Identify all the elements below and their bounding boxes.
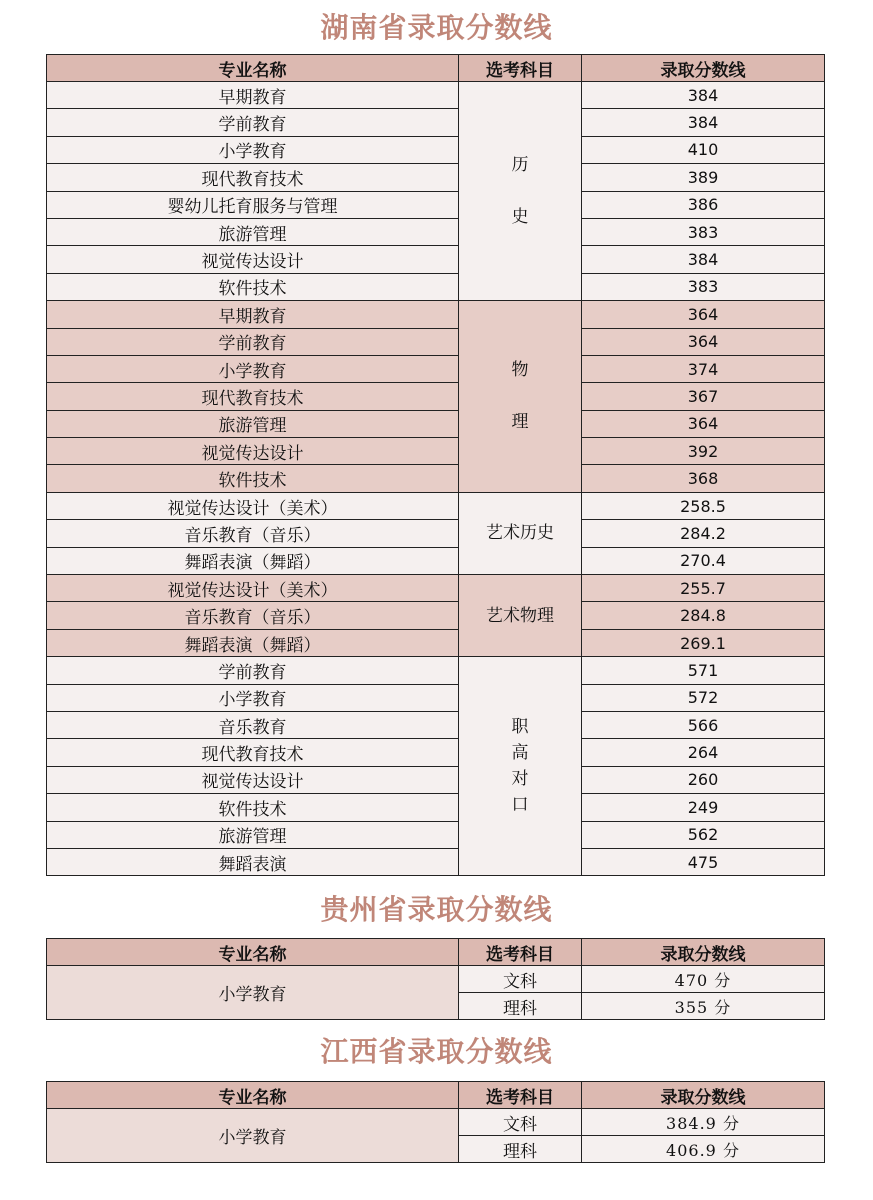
major-name: 视觉传达设计（美术）: [47, 492, 459, 519]
table-row: [47, 966, 825, 993]
subject-char: 高: [511, 743, 529, 764]
score-cell: 374: [582, 355, 825, 382]
table-row: [47, 438, 825, 465]
header-subject: 选考科目: [459, 939, 582, 966]
table-row: [47, 465, 825, 492]
table-row: [47, 657, 825, 684]
major-name: 小学教育: [47, 355, 459, 382]
major-name: 学前教育: [47, 328, 459, 355]
header-subject: 选考科目: [459, 55, 582, 82]
subject-cell: 文科: [459, 966, 582, 993]
major-name: 视觉传达设计（美术）: [47, 575, 459, 602]
score-cell: 258.5: [582, 492, 825, 519]
major-name: 视觉传达设计: [47, 246, 459, 273]
major-name: 音乐教育（音乐）: [47, 520, 459, 547]
table-row: [47, 684, 825, 711]
score-cell: 264: [582, 739, 825, 766]
table-row: [47, 82, 825, 109]
major-name: 婴幼儿托育服务与管理: [47, 191, 459, 218]
subject-cell: [459, 657, 582, 876]
jiangxi-title: 江西省录取分数线: [320, 1035, 553, 1068]
major-name: 小学教育: [47, 966, 459, 1020]
subject-cell: [459, 575, 582, 657]
major-name: 视觉传达设计: [47, 766, 459, 793]
subject-char: 艺术历史: [486, 523, 554, 544]
score-cell: 384.9 分: [582, 1109, 825, 1136]
hunan-score-table: [46, 54, 825, 876]
subject-cell: [459, 82, 582, 301]
major-name: 软件技术: [47, 794, 459, 821]
subject-cell: 理科: [459, 993, 582, 1020]
major-name: 舞蹈表演（舞蹈）: [47, 547, 459, 574]
major-name: 早期教育: [47, 301, 459, 328]
table-row: [47, 109, 825, 136]
table-row: [47, 492, 825, 519]
score-cell: 284.8: [582, 602, 825, 629]
score-cell: 383: [582, 218, 825, 245]
subject-char: 理: [511, 412, 529, 433]
table-row: [47, 355, 825, 382]
table-row: [47, 848, 825, 875]
header-major: 专业名称: [47, 939, 459, 966]
table-row: [47, 301, 825, 328]
table-row: [47, 191, 825, 218]
score-cell: 406.9 分: [582, 1136, 825, 1163]
score-cell: 384: [582, 109, 825, 136]
score-cell: 566: [582, 711, 825, 738]
score-cell: 386: [582, 191, 825, 218]
score-cell: 389: [582, 164, 825, 191]
table-row: [47, 136, 825, 163]
subject-char: 物: [511, 360, 529, 381]
score-cell: 364: [582, 301, 825, 328]
score-cell: 255.7: [582, 575, 825, 602]
major-name: 小学教育: [47, 136, 459, 163]
guizhou-title: 贵州省录取分数线: [320, 893, 553, 926]
subject-char: 职: [511, 717, 529, 738]
subject-cell: [459, 301, 582, 493]
header-score: 录取分数线: [582, 55, 825, 82]
major-name: 小学教育: [47, 684, 459, 711]
table-row: [47, 794, 825, 821]
score-cell: 384: [582, 246, 825, 273]
major-name: 音乐教育: [47, 711, 459, 738]
major-name: 学前教育: [47, 109, 459, 136]
major-name: 舞蹈表演: [47, 848, 459, 875]
table-row: [47, 602, 825, 629]
major-name: 现代教育技术: [47, 383, 459, 410]
subject-cell: 文科: [459, 1109, 582, 1136]
table-row: [47, 218, 825, 245]
table-row: [47, 520, 825, 547]
score-cell: 367: [582, 383, 825, 410]
major-name: 软件技术: [47, 465, 459, 492]
subject-char: 对: [511, 769, 529, 790]
major-name: 学前教育: [47, 657, 459, 684]
table-row: [47, 273, 825, 300]
score-cell: 260: [582, 766, 825, 793]
score-cell: 562: [582, 821, 825, 848]
table-row: [47, 246, 825, 273]
jiangxi-score-table: [46, 1081, 825, 1163]
subject-char: 口: [511, 795, 529, 816]
table-row: [47, 410, 825, 437]
major-name: 现代教育技术: [47, 739, 459, 766]
table-row: [47, 575, 825, 602]
table-row: [47, 1109, 825, 1136]
table-row: [47, 328, 825, 355]
header-major: 专业名称: [47, 55, 459, 82]
table-row: [47, 383, 825, 410]
major-name: 旅游管理: [47, 218, 459, 245]
table-row: [47, 164, 825, 191]
subject-char: 史: [511, 207, 529, 228]
table-row: [47, 711, 825, 738]
table-row: [47, 766, 825, 793]
score-cell: 384: [582, 82, 825, 109]
table-row: [47, 739, 825, 766]
header-score: 录取分数线: [582, 939, 825, 966]
score-cell: 284.2: [582, 520, 825, 547]
score-cell: 470 分: [582, 966, 825, 993]
subject-char: 艺术物理: [486, 605, 554, 626]
score-cell: 392: [582, 438, 825, 465]
header-score: 录取分数线: [582, 1082, 825, 1109]
major-name: 现代教育技术: [47, 164, 459, 191]
score-cell: 249: [582, 794, 825, 821]
table-row: [47, 547, 825, 574]
score-cell: 364: [582, 410, 825, 437]
score-cell: 355 分: [582, 993, 825, 1020]
subject-cell: 理科: [459, 1136, 582, 1163]
table-row: [47, 629, 825, 656]
major-name: 音乐教育（音乐）: [47, 602, 459, 629]
subject-char: 历: [511, 155, 529, 176]
header-subject: 选考科目: [459, 1082, 582, 1109]
guizhou-score-table: [46, 938, 825, 1020]
hunan-title: 湖南省录取分数线: [320, 11, 553, 44]
header-major: 专业名称: [47, 1082, 459, 1109]
score-cell: 270.4: [582, 547, 825, 574]
major-name: 舞蹈表演（舞蹈）: [47, 629, 459, 656]
major-name: 旅游管理: [47, 821, 459, 848]
table-row: [47, 821, 825, 848]
major-name: 旅游管理: [47, 410, 459, 437]
score-cell: 572: [582, 684, 825, 711]
score-cell: 475: [582, 848, 825, 875]
score-cell: 383: [582, 273, 825, 300]
score-cell: 364: [582, 328, 825, 355]
major-name: 早期教育: [47, 82, 459, 109]
score-cell: 269.1: [582, 629, 825, 656]
score-cell: 368: [582, 465, 825, 492]
major-name: 视觉传达设计: [47, 438, 459, 465]
subject-cell: [459, 492, 582, 574]
major-name: 软件技术: [47, 273, 459, 300]
major-name: 小学教育: [47, 1109, 459, 1163]
score-cell: 571: [582, 657, 825, 684]
score-cell: 410: [582, 136, 825, 163]
